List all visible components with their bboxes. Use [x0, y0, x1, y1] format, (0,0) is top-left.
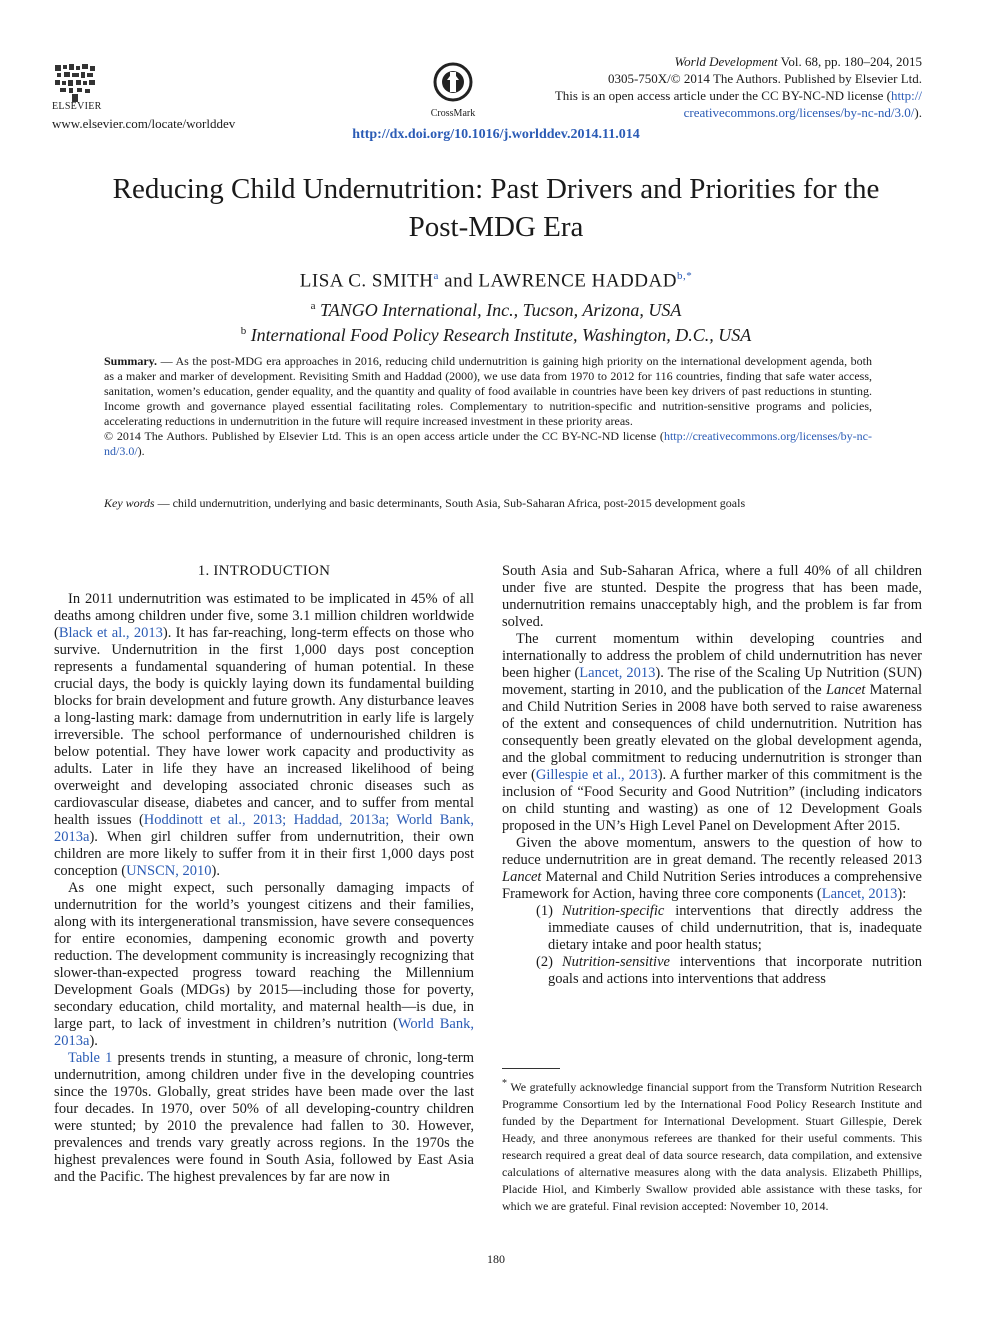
license-line-2 — [555, 104, 922, 121]
paragraph-text: ). The rise of the Scaling Up Nutrition (SUN) movement, starting in 2010, and the publication of the — [502, 665, 922, 698]
table-link[interactable]: Table 1 — [68, 1050, 113, 1066]
journal-name: World Development — [674, 54, 778, 69]
abstract-body — [104, 354, 872, 429]
author-haddad-affiliation-mark[interactable]: b,* — [676, 270, 693, 282]
citation-link[interactable]: Hoddinott et al., 2013; Haddad, 2013a; World Bank, 2013a — [54, 812, 474, 845]
paragraph-text: ). A further marker of this commitment is the inclusion of “Food Security and Good Nutrition” (including indicators on child stunting and wasting) as one of 12 Development Goals proposed in the UN’s High Level Panel on Development After 2015. — [502, 767, 923, 834]
affiliation-b-mark: b — [240, 325, 247, 337]
doi-link[interactable]: http://dx.doi.org/10.1016/j.worlddev.2014.11.014 — [352, 127, 640, 142]
abstract — [104, 354, 872, 459]
paragraph-text: Given the above momentum, answers to the question of how to reduce undernutrition are in great demand. The recently released 2013 — [502, 835, 922, 868]
title-line-1: Reducing Child Undernutrition: Past Drivers and Priorities for the — [112, 173, 880, 205]
elsevier-logo-text: ELSEVIER — [52, 101, 102, 112]
paragraph-italic: Lancet — [825, 682, 866, 698]
author-smith-affiliation-mark[interactable]: a — [433, 270, 439, 282]
affiliation-a-mark: a — [310, 300, 316, 312]
paragraph-text: ). It has far-reaching, long-term effects on those who survive. Undernutrition in the first 1,000 days post conception represents a fundamental squandering of human potential. In these crucial days, the body is quickly laying down its fundamental building blocks for brain development and future growth. Any disturbance leaves a long-lasting mark: damage from undernutrition in early life is largely irreversible. The school performance of undernourished children is below potential. They have lower work capacity and productivity as adults. Later in life they have an increased likelihood of being overweight and developing associated chronic diseases such as cardiovascular disease, diabetes and cancer, and to suffer from mental health issues ( — [54, 625, 474, 828]
author-and: and — [438, 270, 479, 292]
copyright-close: ). — [137, 444, 145, 458]
keywords-text: — child undernutrition, underlying and basic determinants, South Asia, Sub-Saharan Africa, post-2015 development goals — [154, 496, 746, 510]
paragraph-text: As one might expect, such personally damaging impacts of undernutrition for the world’s youngest citizens and their families, along with its intergenerational transmission, have severe consequences for entire economies, dampening economic growth and poverty reduction. The development community is increasingly recognizing that slower-than-expected progress toward reaching the Millennium Development Goals (MDGs) by 2015—including those for poverty, secondary education, child mortality, and maternal health—is due, in large part, to lack of investment in children’s nutrition ( — [54, 880, 474, 1032]
affiliations — [0, 296, 992, 346]
crossmark-icon — [433, 62, 473, 102]
abstract-copyright — [104, 429, 872, 459]
list-item-text: interventions that incorporate nutrition goals and actions into interventions that address — [548, 954, 922, 987]
journal-info — [555, 53, 922, 121]
affiliation-a — [0, 296, 992, 321]
page-number: 180 — [487, 1252, 505, 1266]
license-text: This is an open access article under the CC BY-NC-ND license ( — [554, 88, 891, 103]
crossmark-badge[interactable] — [428, 62, 478, 119]
paragraph-text: ): — [897, 886, 907, 902]
section-heading — [54, 563, 474, 580]
issn-line: 0305-750X/© 2014 The Authors. Published by Elsevier Ltd. — [607, 71, 922, 86]
author-smith: LISA C. SMITH — [299, 270, 434, 292]
citation-link[interactable]: Lancet, 2013 — [821, 886, 898, 902]
paragraph-text: In 2011 undernutrition was estimated to be implicated in 45% of all deaths among children under five, some 3.1 million children worldwide ( — [54, 591, 474, 641]
citation-link[interactable]: World Bank, 2013a — [54, 1016, 474, 1049]
paragraph-text: Maternal and Child Nutrition Series in 2008 have both served to raise awareness of the extent and consequences of child undernutrition. Nutrition has consequently been greatly elevated on the global development agenda, and the global commitment to reducing undernutrition is stronger than ever ( — [502, 682, 922, 783]
section-title: INTRODUCTION — [213, 563, 331, 579]
list-item-number: (2) — [536, 954, 553, 970]
footnote-marker: * — [502, 1078, 507, 1089]
right-column — [502, 563, 922, 988]
elsevier-tree-icon — [52, 62, 98, 102]
copyright-license-link[interactable]: http://creativecommons.org/licenses/by-nc-nd/3.0/ — [104, 429, 872, 458]
list-item-number: (1) — [536, 903, 553, 919]
paragraph — [54, 591, 474, 880]
affiliation-b-text: International Food Policy Research Institute, Washington, D.C., USA — [250, 325, 752, 345]
paragraph-italic: Lancet — [502, 869, 542, 885]
citation-link[interactable]: Gillespie et al., 2013 — [535, 767, 658, 783]
journal-citation — [555, 53, 922, 70]
keywords — [104, 496, 872, 511]
article-title — [60, 170, 932, 246]
paragraph-text: presents trends in stunting, a measure of chronic, long-term undernutrition, among children under five in the developing countries since the 1970s. Globally, great strides have been made over the last four decades. In 1970, over 50% of all developing-country children were stunted; by 2010 the prevalence had fallen to 30. However, prevalences and trends vary greatly across regions. In the 1970s the highest prevalences were found in South Asia, followed by East Asia and the Pacific. The highest prevalences by far are now in — [54, 1050, 475, 1185]
journal-volume: Vol. 68, pp. 180–204, 2015 — [777, 54, 922, 69]
abstract-text: — As the post-MDG era approaches in 2016, reducing child undernutrition is gaining high priority on the international development agenda, both as a maker and marker of development. Revisiting Smith and Haddad (2000), we use data from 1970 to 2012 for 116 countries, finding that safe water access, sanitation, women’s education, gender equality, and the quantity and quality of food available in countries have been key drivers of past reductions in stunting. Income growth and governance played essential facilitating roles. Complementary to nutrition-specific and nutrition-sensitive programs and policies, accelerating reductions in undernutrition in the future will require increased investment in these priority areas. — [104, 354, 872, 428]
author-list — [0, 270, 992, 292]
license-line — [555, 87, 922, 104]
paragraph — [502, 631, 922, 835]
keywords-label: Key words — [104, 496, 155, 510]
list-item-text: interventions that directly address the immediate causes of child undernutrition, that is, inadequate dietary intake and poor health status; — [548, 903, 922, 953]
paragraph-text: Maternal and Child Nutrition Series introduces a comprehensive Framework for Action, having three core components ( — [502, 869, 922, 902]
copyright-text: © 2014 The Authors. Published by Elsevier Ltd. This is an open access article under the CC BY-NC-ND license ( — [104, 429, 664, 443]
journal-site-url[interactable]: www.elsevier.com/locate/worlddev — [52, 116, 236, 131]
crossmark-label: CrossMark — [430, 108, 476, 119]
list-item — [502, 954, 922, 988]
paragraph — [54, 1050, 474, 1186]
citation-link[interactable]: Lancet, 2013 — [579, 665, 656, 681]
title-line-2: Post-MDG Era — [408, 211, 584, 243]
list-item-lead: Nutrition-sensitive — [562, 954, 670, 970]
paragraph-text: ). — [211, 863, 220, 879]
citation-link[interactable]: Black et al., 2013 — [58, 625, 163, 641]
paragraph: South Asia and Sub-Saharan Africa, where a full 40% of all children under five are stunted. Despite the progress that has been made, undernutrition remains unacceptably high, and the problem is far from solved. — [502, 563, 922, 630]
citation-link[interactable]: UNSCN, 2010 — [126, 863, 212, 879]
affiliation-a-text: TANGO International, Inc., Tucson, Arizona, USA — [320, 300, 682, 320]
footnote-text: We gratefully acknowledge financial support from the Transform Nutrition Research Programme Consortium led by the International Food Policy Research Institute and funded by the Department for International Development. Stuart Gillespie, Derek Heady, and three anonymous referees are thanked for their useful comments. This research required a great deal of data source research, data compilation, and extensive calculations of alternative measures along with the data analysis. Elizabeth Phillips, Placide Hiol, and Kimberly Swallow provided able assistance with these tasks, for which we are grateful. Final revision accepted: November 10, 2014. — [502, 1080, 922, 1213]
paragraph — [502, 835, 922, 903]
left-column — [54, 563, 474, 1186]
author-haddad: LAWRENCE HADDAD — [478, 270, 677, 292]
footnote-divider — [502, 1068, 560, 1069]
list-item-lead: Nutrition-specific — [562, 903, 665, 919]
paragraph — [54, 880, 474, 1050]
list-item — [502, 903, 922, 954]
license-link-part1[interactable]: http:// — [890, 88, 922, 103]
footnote — [502, 1075, 922, 1215]
affiliation-b — [0, 321, 992, 346]
license-link-part2[interactable]: creativecommons.org/licenses/by-nc-nd/3.0/ — [683, 105, 915, 120]
paragraph-text: ). — [89, 1033, 98, 1049]
paragraph-text: ). When girl children suffer from undernutrition, their own children are more likely to suffer from it in their first 1,000 days post conception ( — [54, 829, 474, 879]
section-number: 1. — [197, 563, 210, 579]
license-close: ). — [914, 105, 922, 120]
abstract-label: Summary. — [104, 354, 158, 368]
paragraph-text: The current momentum within developing countries and internationally to address the problem of child undernutrition has never been higher ( — [502, 631, 922, 681]
